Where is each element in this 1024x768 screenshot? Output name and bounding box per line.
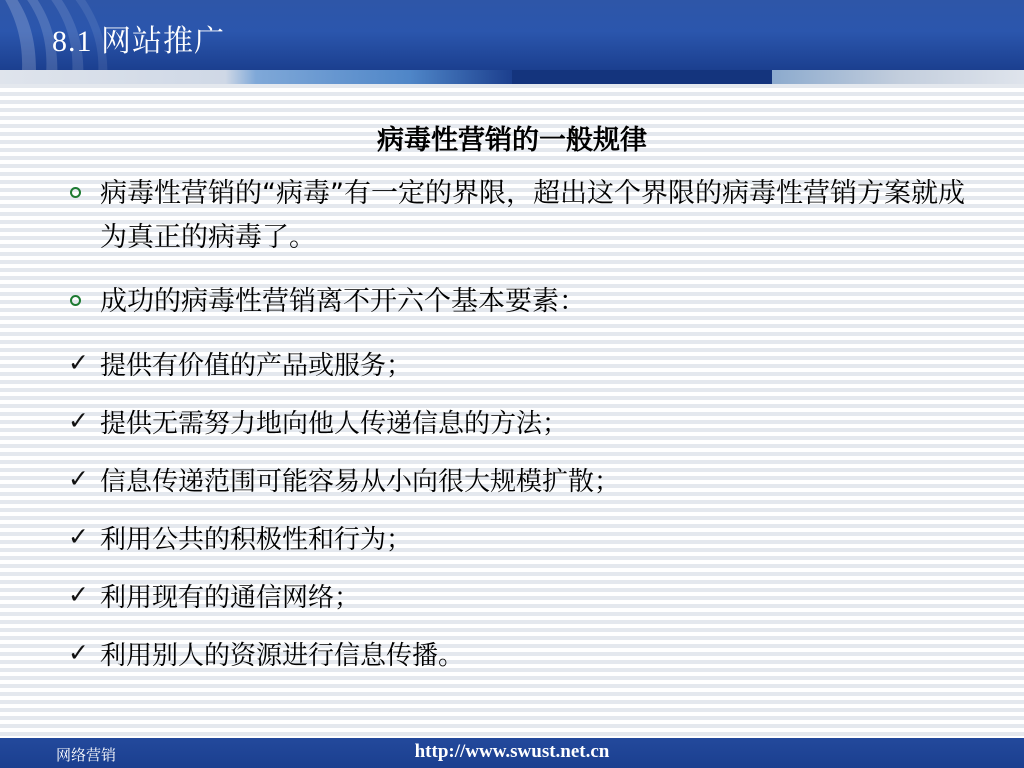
slide-content: [0, 84, 1024, 738]
bullet-marker: [66, 634, 100, 673]
check-bullet-icon: ✓: [68, 406, 89, 435]
list-item-text: 成功的病毒性营销离不开六个基本要素：: [100, 286, 586, 317]
check-bullet-icon: ✓: [68, 464, 89, 493]
bullet-marker: [66, 460, 100, 499]
bullet-marker: [66, 172, 100, 210]
bullet-marker: [66, 576, 100, 615]
list-item-text: 利用别人的资源进行信息传播。: [100, 641, 465, 671]
list-item: [66, 518, 986, 562]
list-item: [66, 344, 986, 388]
list-item: [66, 172, 986, 260]
list-item: [66, 576, 986, 620]
list-item-text: 利用公共的积极性和行为；: [100, 525, 413, 555]
page-title: 8.1 网站推广: [52, 25, 225, 58]
footer-label: 网络营销: [56, 746, 117, 764]
slide-footer: [0, 738, 1024, 768]
check-bullet-icon: ✓: [68, 522, 89, 551]
bullet-marker: [66, 280, 100, 318]
list-item: [66, 280, 986, 324]
header-divider-accent: [512, 70, 772, 84]
list-item-text: 提供有价值的产品或服务；: [100, 351, 413, 381]
bullet-marker: [66, 518, 100, 557]
check-bullet-icon: ✓: [68, 638, 89, 667]
slide-header: [0, 0, 1024, 70]
list-item: [66, 460, 986, 504]
check-bullet-icon: ✓: [68, 348, 89, 377]
bullet-marker: [66, 402, 100, 441]
bullet-marker: [66, 344, 100, 383]
list-item-text: 信息传递范围可能容易从小向很大规模扩散；: [100, 467, 621, 497]
list-item: [66, 634, 986, 678]
list-item-text: 利用现有的通信网络；: [100, 583, 361, 613]
circle-bullet-icon: [70, 187, 81, 198]
footer-url[interactable]: http://www.swust.net.cn: [414, 741, 610, 762]
circle-bullet-icon: [70, 295, 81, 306]
list-item-text: 病毒性营销的“病毒”有一定的界限，超出这个界限的病毒性营销方案就成为真正的病毒了。: [100, 178, 965, 253]
check-bullet-icon: ✓: [68, 580, 89, 609]
bullet-list: [66, 172, 986, 692]
slide-heading: 病毒性营销的一般规律: [377, 125, 647, 156]
list-item-text: 提供无需努力地向他人传递信息的方法；: [100, 409, 569, 439]
list-item: [66, 402, 986, 446]
